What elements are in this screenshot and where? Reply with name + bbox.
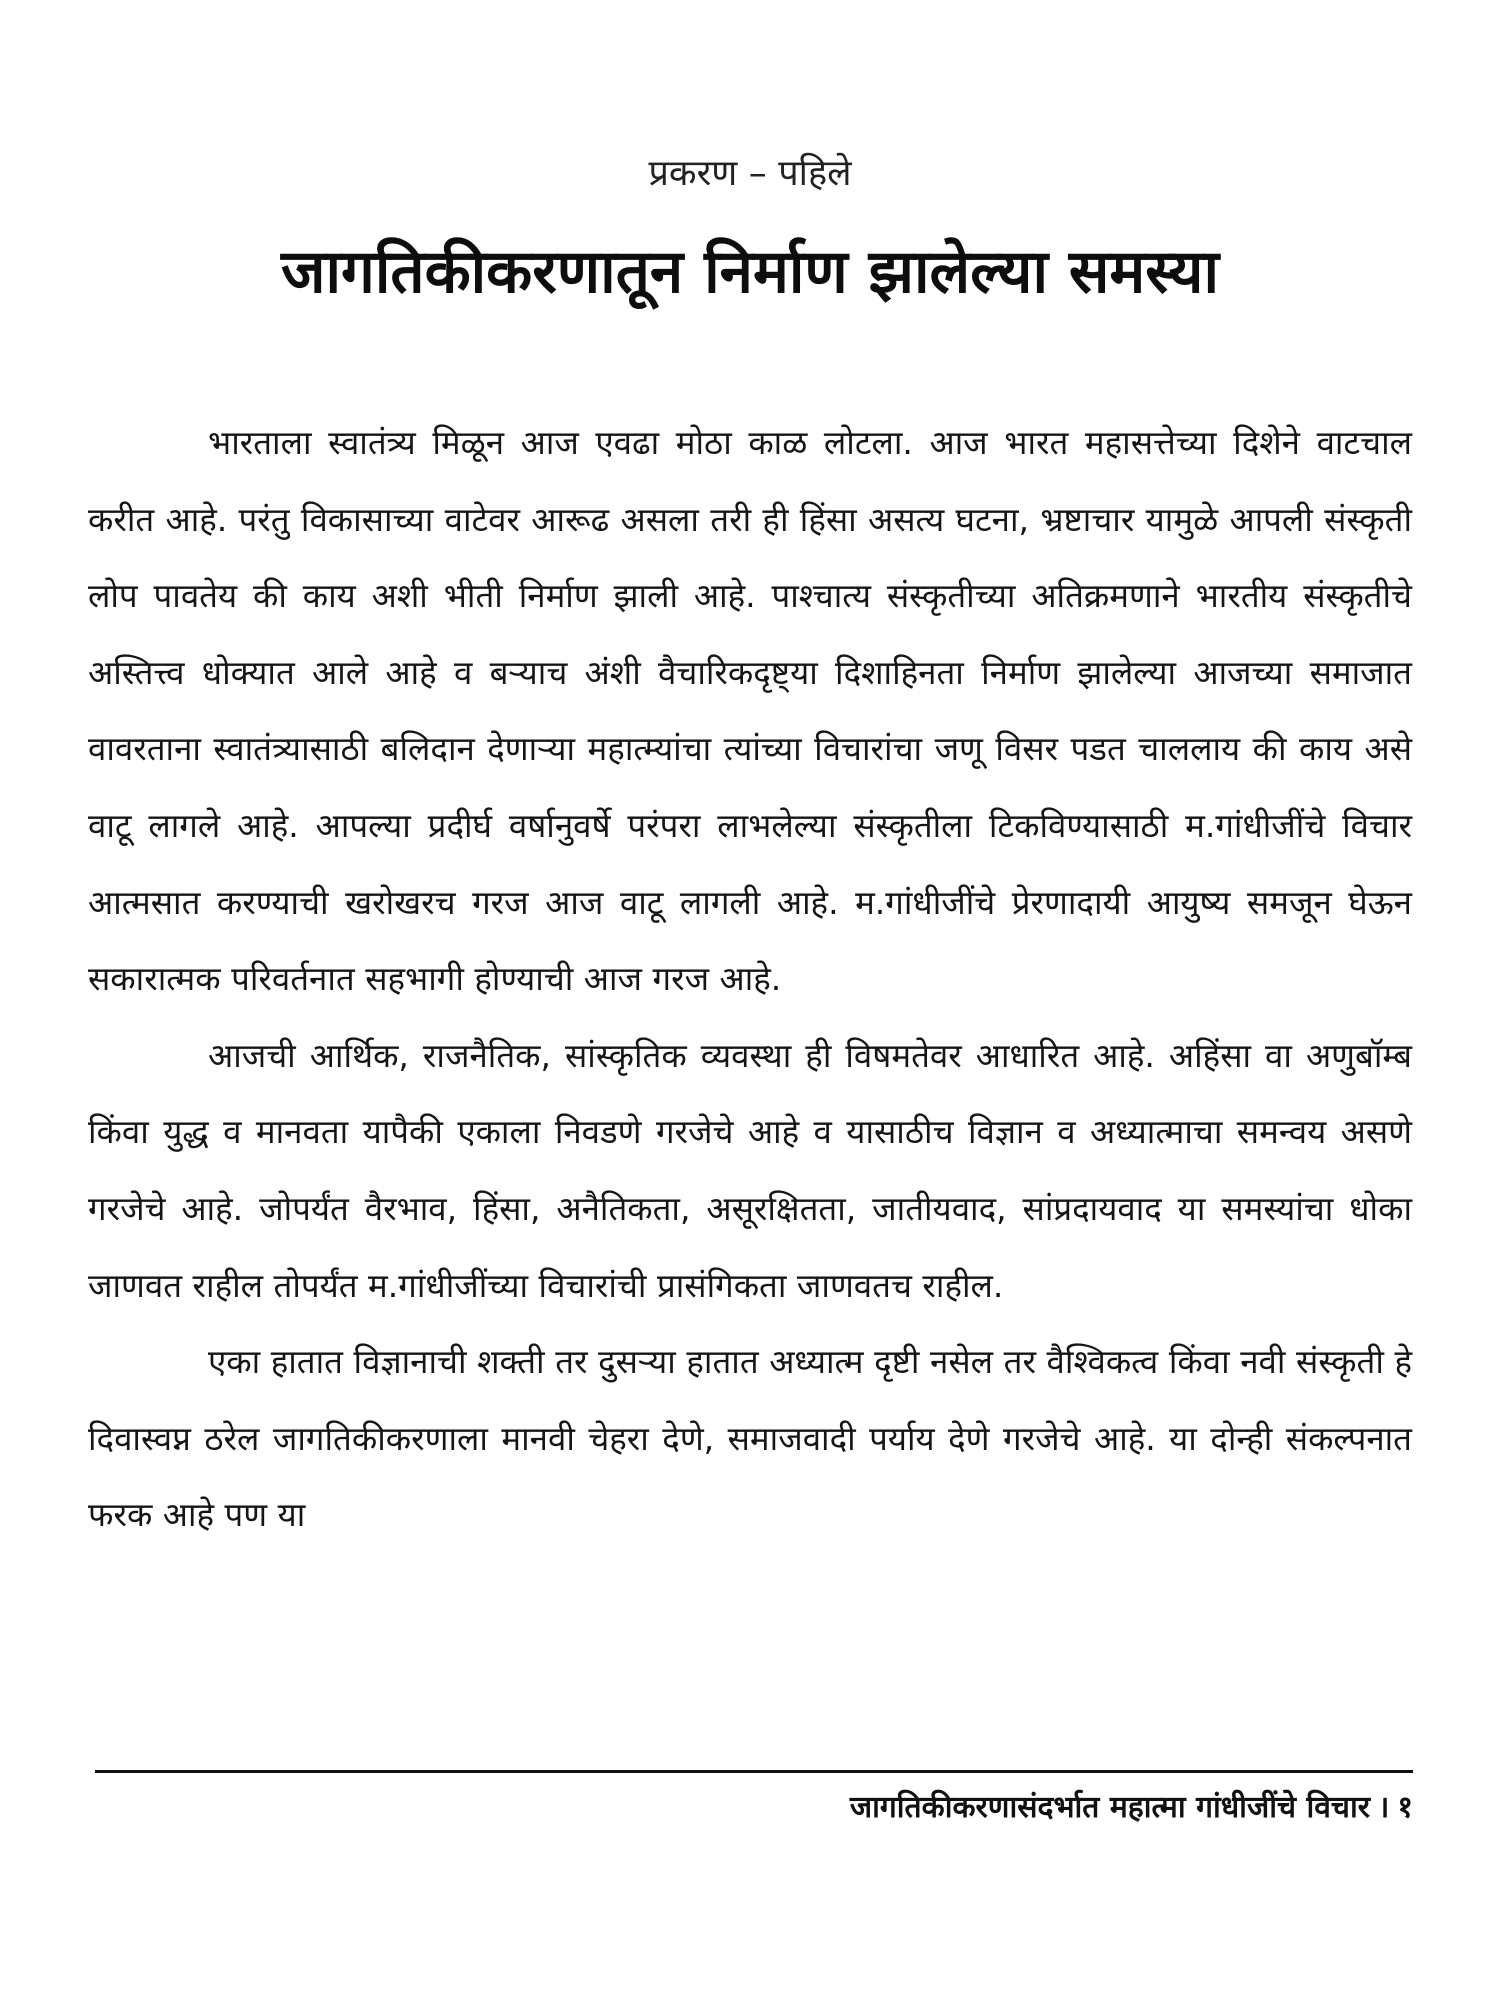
body-text (88, 405, 1412, 1554)
running-footer (95, 1787, 1413, 1829)
footer-separator: । (1378, 1790, 1390, 1825)
footer-book-title: जागतिकीकरणासंदर्भात महात्मा गांधीजींचे विचार (849, 1790, 1371, 1825)
page-number: १ (1397, 1790, 1413, 1825)
paragraph-3: एका हातात विज्ञानाची शक्ती तर दुसऱ्या हातात अध्यात्म दृष्टी नसेल तर वैश्विकत्व किंवा नवी संस्कृती हे दिवास्वप्न ठरेल जागतिकीकरणाला मानवी चेहरा देणे, समाजवादी पर्याय देणे गरजेचे आहे. या दोन्ही संकल्पनात फरक आहे पण या (88, 1342, 1412, 1535)
paragraph-2: आजची आर्थिक, राजनैतिक, सांस्कृतिक व्यवस्था ही विषमतेवर आधारित आहे. अहिंसा वा अणुबॉम्ब किंवा युद्ध व मानवता यापैकी एकाला निवडणे गरजेचे आहे व यासाठीच विज्ञान व अध्यात्माचा समन्वय असणे गरजेचे आहे. जोपर्यंत वैरभाव, हिंसा, अनैतिकता, असूरक्षितता, जातीयवाद, सांप्रदायवाद या समस्यांचा धोका जाणवत राहील तोपर्यंत म.गांधीजींच्या विचारांची प्रासंगिकता जाणवतच राहील. (88, 1035, 1412, 1305)
chapter-title: जागतिकीकरणातून निर्माण झालेल्या समस्या (280, 237, 1219, 307)
chapter-label: प्रकरण – पहिले (648, 153, 852, 194)
footer-divider (95, 1770, 1413, 1773)
paragraph-1: भारताला स्वातंत्र्य मिळून आज एवढा मोठा काळ लोटला. आज भारत महासत्तेच्या दिशेने वाटचाल करीत आहे. परंतु विकासाच्या वाटेवर आरूढ असला तरी ही हिंसा असत्य घटना, भ्रष्टाचार यामुळे आपली संस्कृती लोप पावतेय की काय अशी भीती निर्माण झाली आहे. पाश्चात्य संस्कृतीच्या अतिक्रमणाने भारतीय संस्कृतीचे अस्तित्त्व धोक्यात आले आहे व बऱ्याच अंशी वैचारिकदृष्ट्या दिशाहिनता निर्माण झालेल्या आजच्या समाजात वावरताना स्वातंत्र्यासाठी बलिदान देणाऱ्या महात्म्यांचा त्यांच्या विचारांचा जणू विसर पडत चाललाय की काय असे वाटू लागले आहे. आपल्या प्रदीर्घ वर्षानुवर्षे परंपरा लाभलेल्या संस्कृतीला टिकविण्यासाठी म.गांधीजींचे विचार आत्मसात करण्याची खरोखरच गरज आज वाटू लागली आहे. म.गांधीजींचे प्रेरणादायी आयुष्य समजून घेऊन सकारात्मक परिवर्तनात सहभागी होण्याची आज गरज आहे. (88, 423, 1412, 999)
